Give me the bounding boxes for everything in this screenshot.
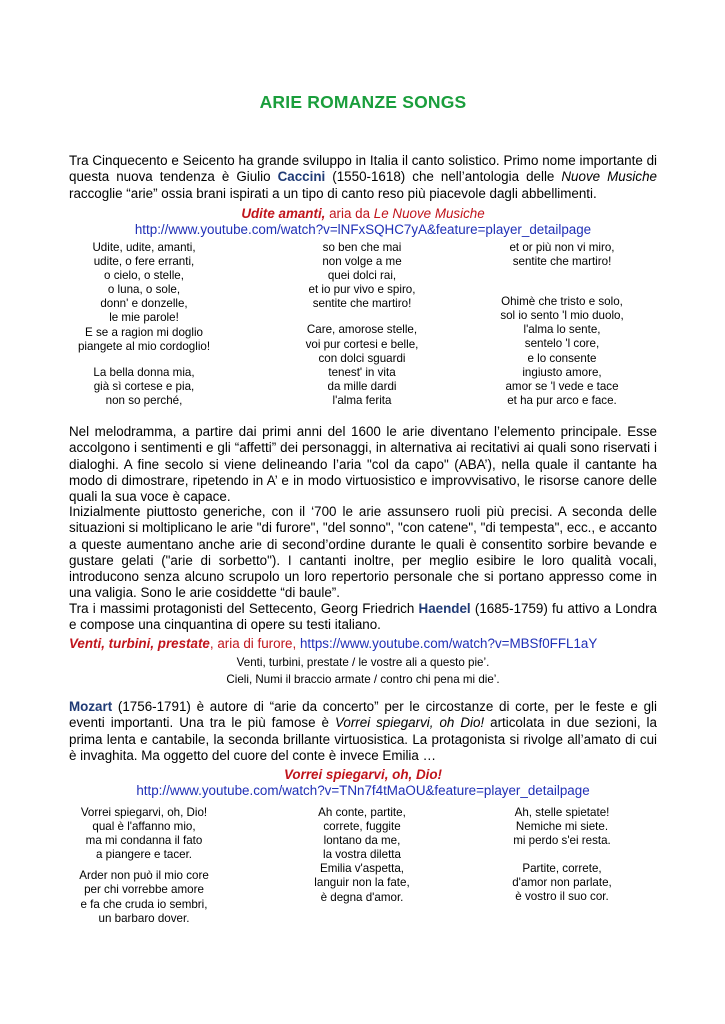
venti-link[interactable]: https://www.youtube.com/watch?v=MBSf0FFL1aY xyxy=(299,636,598,651)
poem-line: voi pur cortesi e belle, xyxy=(305,337,419,351)
poem-line: con dolci sguardi xyxy=(318,351,406,365)
poem-line: udite, o fere erranti, xyxy=(93,255,195,269)
poem-line: donn' e donzelle, xyxy=(100,297,188,311)
vorrei-column-2 xyxy=(287,806,437,905)
poem-line: mi perdo s'ei resta. xyxy=(513,834,611,848)
poem-line: Partite, correte, xyxy=(522,862,602,876)
poem-line: et ha pur arco e face. xyxy=(507,393,617,407)
poem-line: le mie parole! xyxy=(109,311,179,325)
poem-line: lontano da me, xyxy=(323,834,401,848)
poem-line: da mille dardi xyxy=(327,379,397,393)
poem-line: Ohimè che tristo e solo, xyxy=(501,295,623,309)
venti-mid: , aria di furore, xyxy=(209,636,297,651)
poem-line: Nemiche mi siete. xyxy=(515,820,609,834)
poem-line: La bella donna mia, xyxy=(93,365,195,379)
poem-line: l'alma ferita xyxy=(332,393,392,407)
udite-link[interactable]: http://www.youtube.com/watch?v=lNFxSQHC7yA&feature=player_detailpage xyxy=(134,222,592,237)
poem-line: d'amor non parlate, xyxy=(512,876,612,890)
venti-lyric-line-1: Venti, turbini, prestate / le vostre ali a questo pie’. xyxy=(236,656,490,669)
vorrei-col3-stanza-b xyxy=(487,862,637,904)
poem-line: quei dolci rai, xyxy=(327,269,397,283)
poem-line: e fa che cruda io sembri, xyxy=(80,897,208,911)
mozart-text-2: articolata in due sezioni, la prima lenta e cantabile, la seconda brillante virtuosistica. La protagonista si rivolge all’amato di cui è invaghita. Ma oggetto del cuore del conte è invece Emilia … xyxy=(69,715,657,763)
mozart-paragraph xyxy=(69,699,657,764)
poem-line: Ah conte, partite, xyxy=(318,806,406,819)
poem-line: l'alma lo sente, xyxy=(523,323,601,337)
poem-line: et or più non vi miro, xyxy=(509,241,615,254)
poem-line: è vostro il suo cor. xyxy=(515,890,609,904)
melodramma-paragraph: Nel melodramma, a partire dai primi anni del 1600 le arie diventano l’elemento principale. Esse accolgono i sentimenti e gli “affetti” dei personaggi, in alternativa ai recitativi ai quali sono riservati i dialoghi. A fine secolo si viene delineando l’aria "col da capo" (ABA’), nella quale il cantante ha modo di dimostrare, ripetendo in A’ e in modo virtuosistico e improvvisativo, le risorse canore delle quali la sua voce è capace. xyxy=(69,424,657,505)
udite-col3-stanza-b xyxy=(487,295,637,408)
poem-line: ingiusto amore, xyxy=(522,365,602,379)
vorrei-title: Vorrei spiegarvi, oh, Dio! xyxy=(284,767,442,782)
poem-line: per chi vorrebbe amore xyxy=(84,883,204,897)
poem-line: già sì cortese e pia, xyxy=(93,379,195,393)
poem-line: a piangere e tacer. xyxy=(95,848,193,862)
udite-title: Udite amanti, xyxy=(241,206,326,221)
udite-source: Le Nuove Musiche xyxy=(373,206,485,221)
poem-line: sentite che martiro! xyxy=(512,255,612,269)
settecento-paragraph: Inizialmente piuttosto generiche, con il ‘700 le arie assunsero ruoli più precisi. A seconda delle situazioni si moltiplicano le arie "di furore", "del sonno", "con catene", "di tempesta", ecc., e accanto a queste aumentano anche arie di second’ordine durante le quali è consentito sorbire bevande e gustare gelati ("arie di sorbetto"). I cantanti inoltre, per meglio esibire le loro qualità vocali, introducono senza alcuno scrupolo un loro repertorio personale che si portano appresso come in una valigia. Sono le arie cosiddette “di baule”. xyxy=(69,504,657,601)
haendel-text-1: Tra i massimi protagonisti del Settecento, Georg Friedrich xyxy=(69,601,419,616)
poem-line: languir non la fate, xyxy=(314,876,410,890)
vorrei-col1-stanza-b xyxy=(69,869,219,925)
udite-column-1 xyxy=(69,241,219,408)
udite-heading xyxy=(69,206,657,222)
haendel-text-2: (1685-1759) fu attivo a Londra e compose una cinquantina di opere su testi italiano. xyxy=(69,601,657,633)
poem-line: o cielo, o stelle, xyxy=(104,269,184,283)
poem-line: Vorrei spiegarvi, oh, Dio! xyxy=(80,806,208,819)
intro-text-3: raccoglie “arie” ossia brani ispirati a un tipo di canto reso più piacevole dagli abbellimenti. xyxy=(69,185,597,201)
poem-line: non so perché, xyxy=(105,393,183,407)
poem-line: sol io sento 'l mio duolo, xyxy=(500,309,624,323)
udite-column-2 xyxy=(287,241,437,408)
vorrei-col1-stanza-a xyxy=(69,806,219,862)
poem-line: sentelo 'l core, xyxy=(524,337,600,351)
vorrei-work-title: Vorrei spiegarvi, oh Dio! xyxy=(334,715,485,731)
venti-heading xyxy=(69,636,657,652)
poem-line: qual è l'affanno mio, xyxy=(92,820,196,834)
poem-line: E se a ragion mi doglio xyxy=(85,325,203,339)
poem-line: la vostra diletta xyxy=(323,848,401,862)
poem-line: Udite, udite, amanti, xyxy=(92,241,196,254)
poem-line: tenest' in vita xyxy=(328,365,396,379)
page-title: ARIE ROMANZE SONGS xyxy=(259,92,467,112)
poem-line: amor se 'l vede e tace xyxy=(505,379,619,393)
mozart-text-1: (1756-1791) è autore di “arie da concerto” per le circostanze di corte, per le feste e gli eventi importanti. Una tra le più famose è xyxy=(69,699,657,731)
haendel-paragraph xyxy=(69,601,657,634)
udite-col2-stanza-a xyxy=(287,241,437,311)
intro-text-1: Tra Cinquecento e Seicento ha grande sviluppo in Italia il canto solistico. Primo nome importante di questa nuova tendenza è Giulio xyxy=(69,153,657,185)
intro-paragraph xyxy=(69,153,657,202)
udite-mid: aria da xyxy=(325,206,374,221)
udite-col3-stanza-a xyxy=(487,241,637,269)
poem-line: è degna d'amor. xyxy=(320,890,404,904)
poem-line: Care, amorose stelle, xyxy=(306,323,418,337)
poem-line: ma mi condanna il fato xyxy=(85,834,203,848)
vorrei-column-3 xyxy=(487,806,637,905)
mozart-name: Mozart xyxy=(69,699,113,714)
poem-line: non volge a me xyxy=(322,255,402,269)
poem-line: e lo consente xyxy=(527,351,597,365)
poem-line: sentite che martiro! xyxy=(312,297,412,311)
venti-title: Venti, turbini, prestate xyxy=(69,636,210,651)
udite-col1-stanza-b xyxy=(69,366,219,408)
poem-line: Ah, stelle spietate! xyxy=(514,806,610,819)
poem-line: Arder non può il mio core xyxy=(79,869,209,883)
venti-lyric-line-2: Cieli, Numi il braccio armate / contro chi pena mi die’. xyxy=(226,673,500,686)
vorrei-column-1 xyxy=(69,806,219,926)
nuove-musiche-title: Nuove Musiche xyxy=(561,169,657,185)
poem-line: so ben che mai xyxy=(322,241,402,254)
vorrei-col2-stanza xyxy=(287,806,437,905)
haendel-name: Haendel xyxy=(418,601,471,616)
poem-line: Emilia v'aspetta, xyxy=(319,862,405,876)
udite-col2-stanza-b xyxy=(287,323,437,408)
intro-text-2: (1550-1618) che nell’antologia delle xyxy=(325,169,562,185)
poem-line: correte, fuggite xyxy=(323,820,401,834)
poem-line: un barbaro dover. xyxy=(98,911,190,925)
udite-column-3 xyxy=(487,241,637,408)
vorrei-col3-stanza-a xyxy=(487,806,637,848)
vorrei-link[interactable]: http://www.youtube.com/watch?v=TNn7f4tMaOU&feature=player_detailpage xyxy=(136,783,590,798)
udite-col1-stanza-a xyxy=(69,241,219,354)
poem-line: et io pur vivo e spiro, xyxy=(308,283,416,297)
caccini-name: Caccini xyxy=(277,169,326,185)
poem-line: piangete al mio cordoglio! xyxy=(77,339,211,353)
poem-line: o luna, o sole, xyxy=(107,283,181,297)
